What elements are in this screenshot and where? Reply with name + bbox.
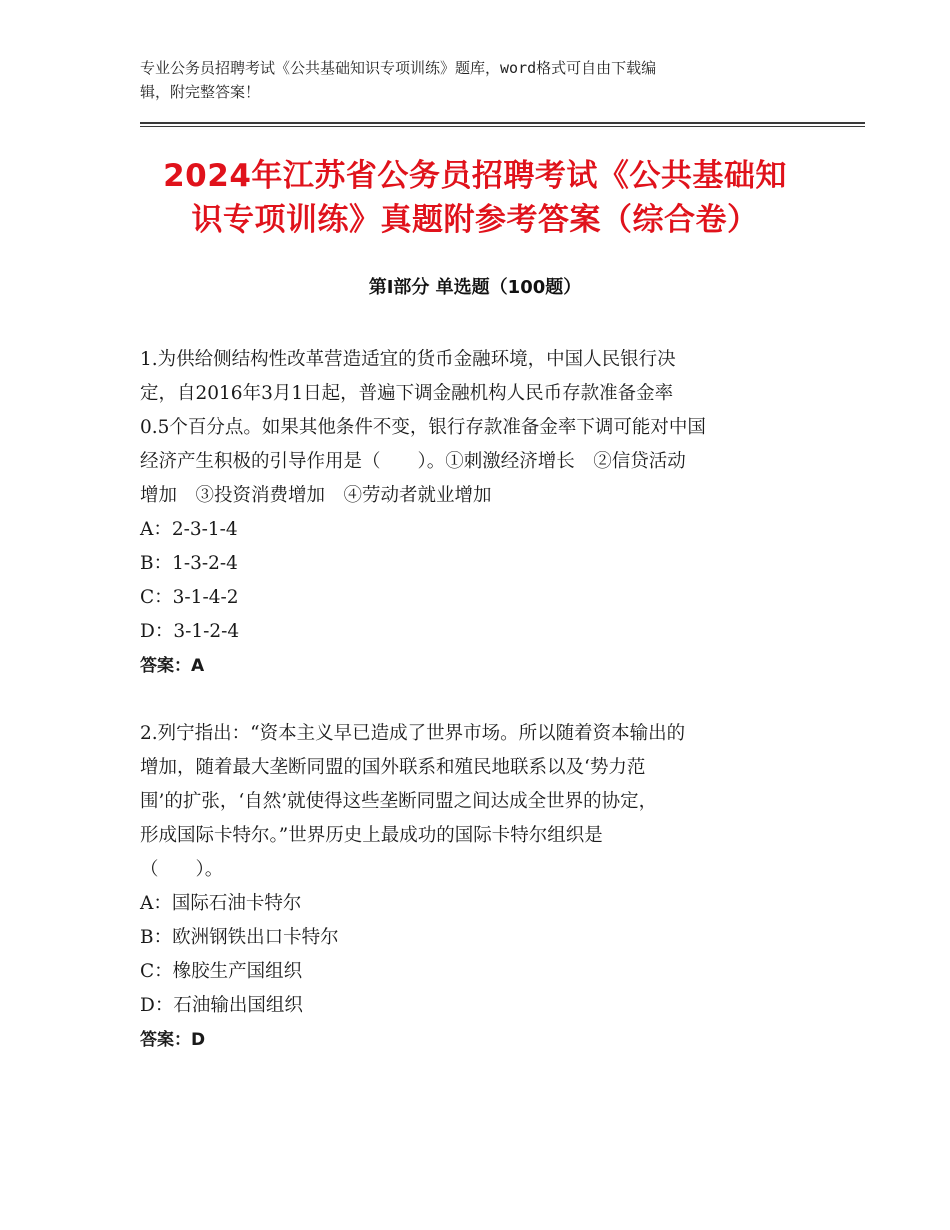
question-stem-line: 2.列宁指出：“资本主义早已造成了世界市场。所以随着资本输出的 (140, 723, 686, 744)
question-stem-line: 围’的扩张，‘自然’就使得这些垄断同盟之间达成全世界的协定， (140, 791, 658, 812)
header-note-line-1: 专业公务员招聘考试《公共基础知识专项训练》题库，word格式可自由下载编 (140, 59, 657, 77)
question-1 (140, 343, 810, 683)
header-note (140, 56, 790, 104)
option-d: D：石油输出国组织 (140, 995, 303, 1016)
document-title-line-2: 识专项训练》真题附参考答案（综合卷） (191, 202, 759, 238)
answer-label: 答案：D (140, 1030, 206, 1050)
document-title (130, 154, 820, 242)
option-a: A：国际石油卡特尔 (140, 893, 302, 914)
question-stem-line: 定，自2016年3月1日起，普遍下调金融机构人民币存款准备金率 (140, 383, 674, 404)
option-d: D：3-1-2-4 (140, 621, 240, 642)
answer-label: 答案：A (140, 656, 205, 676)
option-b: B：1-3-2-4 (140, 553, 238, 574)
option-c: C：3-1-4-2 (140, 587, 239, 608)
option-b: B：欧洲钢铁出口卡特尔 (140, 927, 339, 948)
question-stem-line: （ ）。 (140, 859, 224, 880)
question-2 (140, 717, 810, 1057)
question-stem-line: 增加，随着最大垄断同盟的国外联系和殖民地联系以及‘势力范 (140, 757, 646, 778)
document-title-line-1: 2024年江苏省公务员招聘考试《公共基础知 (163, 158, 787, 194)
section-title: 第Ⅰ部分 单选题（100题） (368, 277, 582, 298)
header-rule-thick (140, 122, 865, 124)
header-rule-thin (140, 126, 865, 127)
question-stem-line: 1.为供给侧结构性改革营造适宜的货币金融环境，中国人民银行决 (140, 349, 676, 370)
header-note-line-2: 辑，附完整答案！ (140, 83, 261, 101)
question-stem-line: 形成国际卡特尔。”世界历史上最成功的国际卡特尔组织是 (140, 825, 603, 846)
question-stem-line: 经济产生积极的引导作用是（ ）。①刺激经济增长 ②信贷活动 (140, 451, 686, 472)
question-stem-line: 增加 ③投资消费增加 ④劳动者就业增加 (140, 485, 492, 506)
option-a: A：2-3-1-4 (140, 519, 238, 540)
option-c: C：橡胶生产国组织 (140, 961, 303, 982)
question-stem-line: 0.5个百分点。如果其他条件不变，银行存款准备金率下调可能对中国 (140, 417, 706, 438)
